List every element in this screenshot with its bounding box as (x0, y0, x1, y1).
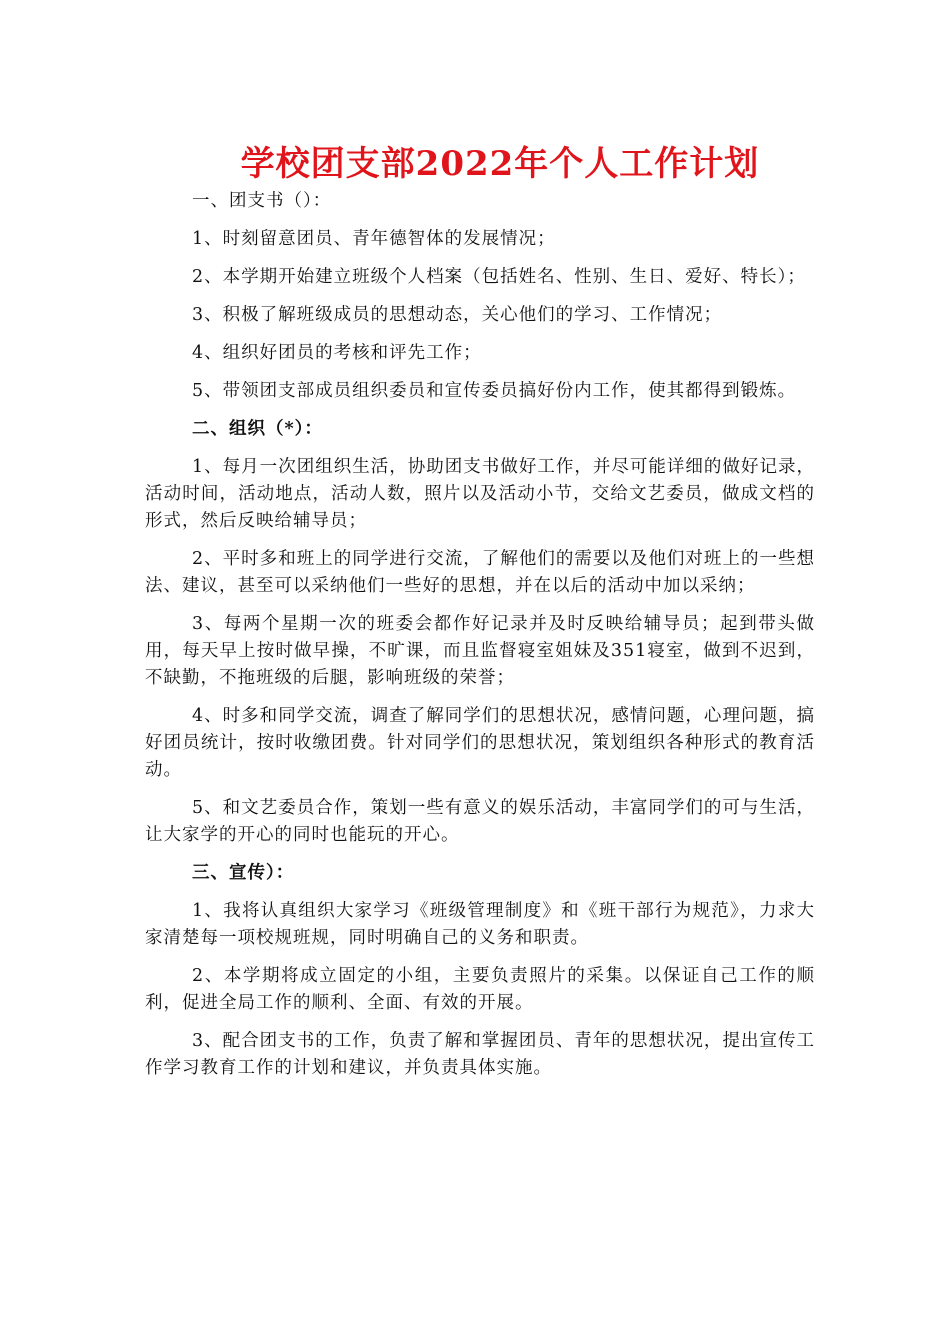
paragraph: 2、本学期开始建立班级个人档案（包括姓名、性别、生日、爱好、特长）； (192, 267, 806, 287)
paragraph: 5、和文艺委员合作，策划一些有意义的娱乐活动，丰富同学们的可与生活，让大家学的开心的同时也能玩的开心。 (145, 798, 815, 845)
paragraph: 3、配合团支书的工作，负责了解和掌握团员、青年的思想状况，提出宣传工作学习教育工作的计划和建议，并负责具体实施。 (145, 1031, 815, 1078)
section-heading: 二、组织（*）： (192, 419, 323, 439)
paragraph: 5、带领团支部成员组织委员和宣传委员搞好份内工作，使其都得到锻炼。 (192, 381, 797, 401)
paragraph: 3、每两个星期一次的班委会都作好记录并及时反映给辅导员；起到带头做用，每天早上按时做早操，不旷课，而且监督寝室姐妹及351寝室，做到不迟到，不缺勤，不拖班级的后腿，影响班级的荣誉； (145, 614, 815, 688)
paragraph: 1、我将认真组织大家学习《班级管理制度》和《班干部行为规范》，力求大家清楚每一项校规班规，同时明确自己的义务和职责。 (145, 901, 815, 948)
paragraph: 3、积极了解班级成员的思想动态，关心他们的学习、工作情况； (192, 305, 723, 325)
section-heading: 一、团支书（）： (192, 191, 332, 211)
document-title: 学校团支部2022年个人工作计划 (240, 144, 760, 184)
paragraph: 2、平时多和班上的同学进行交流，了解他们的需要以及他们对班上的一些想法、建议，甚至可以采纳他们一些好的思想，并在以后的活动中加以采纳； (145, 549, 815, 596)
paragraph: 4、时多和同学交流，调查了解同学们的思想状况，感情问题，心理问题，搞好团员统计，按时收缴团费。针对同学们的思想状况，策划组织各种形式的教育活动。 (145, 706, 815, 780)
document-body (145, 188, 815, 1093)
section-heading: 三、宣传）： (192, 863, 295, 883)
paragraph: 2、本学期将成立固定的小组，主要负责照片的采集。以保证自己工作的顺利，促进全局工作的顺利、全面、有效的开展。 (145, 966, 815, 1013)
paragraph: 1、时刻留意团员、青年德智体的发展情况； (192, 229, 556, 249)
paragraph: 4、组织好团员的考核和评先工作； (192, 343, 482, 363)
paragraph: 1、每月一次团组织生活，协助团支书做好工作，并尽可能详细的做好记录，活动时间，活动地点，活动人数，照片以及活动小节，交给文艺委员，做成文档的形式，然后反映给辅导员； (145, 457, 815, 531)
